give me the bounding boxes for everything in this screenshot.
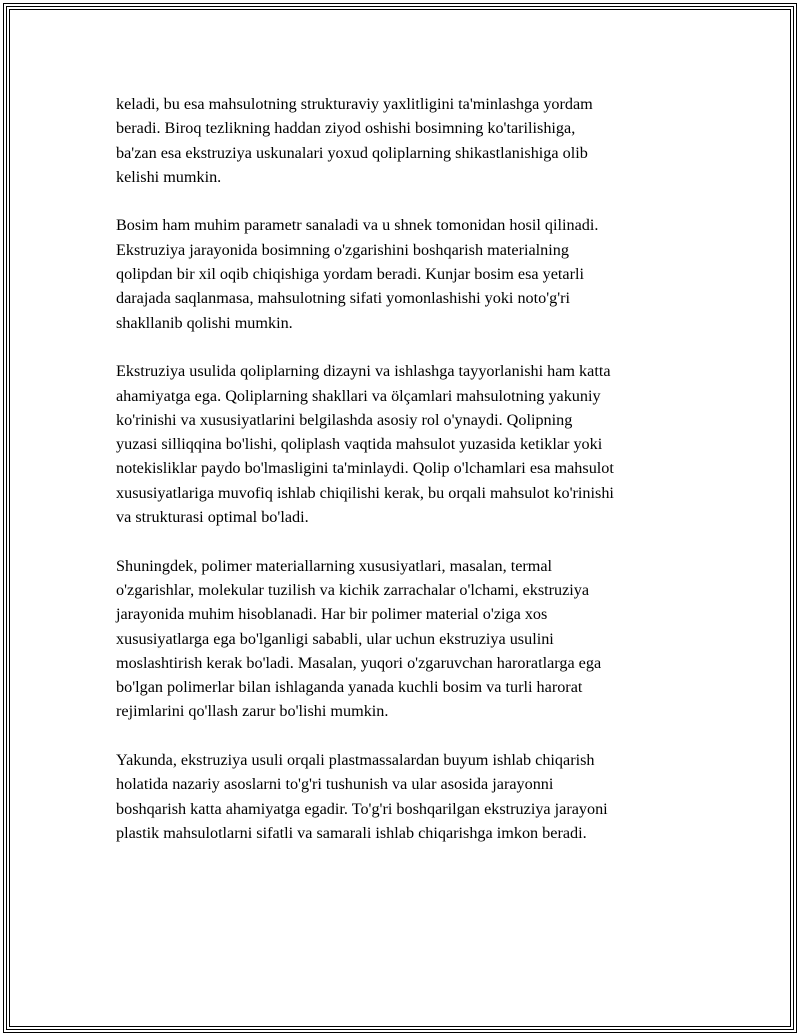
paragraph-1: keladi, bu esa mahsulotning strukturaviy yaxlitligini ta'minlashga yordam beradi. Biroq tezlikning haddan ziyod oshishi bosimning ko'tarilishiga, ba'zan esa ekstruziya uskunalari yoxud qoliplarning shikastlanishiga olib kelishi mumkin. — [116, 95, 593, 186]
paragraph-5: Yakunda, ekstruziya usuli orqali plastmassalardan buyum ishlab chiqarish holatida nazariy asoslarni to'g'ri tushunish va ular asosida jarayonni boshqarish katta ahamiyatga egadir. To'g'ri boshqarilgan ekstruziya jarayoni plastik mahsulotlarni sifatli va samarali ishlab chiqarishga imkon beradi. — [116, 751, 608, 842]
paragraph-2: Bosim ham muhim parametr sanaladi va u shnek tomonidan hosil qilinadi. Ekstruziya jarayonida bosimning o'zgarishini boshqarish materialning qolipdan bir xil oqib chiqishiga yordam beradi. Kunjar bosim esa yetarli darajada saqlanmasa, mahsulotning sifati yomonlashishi yoki noto'g'ri shakllanib qolishi mumkin. — [116, 216, 599, 332]
paragraph-3: Ekstruziya usulida qoliplarning dizayni va ishlashga tayyorlanishi ham katta ahamiyatga ega. Qoliplarning shakllari va ölçamlari mahsulotning yakuniy ko'rinishi va xususiyatlarini belgilashda asosiy rol o'ynaydi. Qolipning yuzasi silliqqina bo'lishi, qoliplash vaqtida mahsulot yuzasida ketiklar yoki notekisliklar paydo bo'lmasligini ta'minlaydi. Qolip o'lchamlari esa mahsulot xususiyatlariga muvofiq ishlab chiqilishi kerak, bu orqali mahsulot ko'rinishi va strukturasi optimal bo'ladi. — [116, 362, 614, 527]
document-body — [116, 92, 706, 870]
paragraph-4: Shuningdek, polimer materiallarning xususiyatlari, masalan, termal o'zgarishlar, molekular tuzilish va kichik zarrachalar o'lchami, ekstruziya jarayonida muhim hisoblanadi. Har bir polimer material o'ziga xos xususiyatlarga ega bo'lganligi sababli, ular uchun ekstruziya usulini moslashtirish kerak bo'ladi. Masalan, yuqori o'zgaruvchan haroratlarga ega bo'lgan polimerlar bilan ishlaganda yanada kuchli bosim va turli harorat rejimlarini qo'llash zarur bo'lishi mumkin. — [116, 556, 602, 721]
